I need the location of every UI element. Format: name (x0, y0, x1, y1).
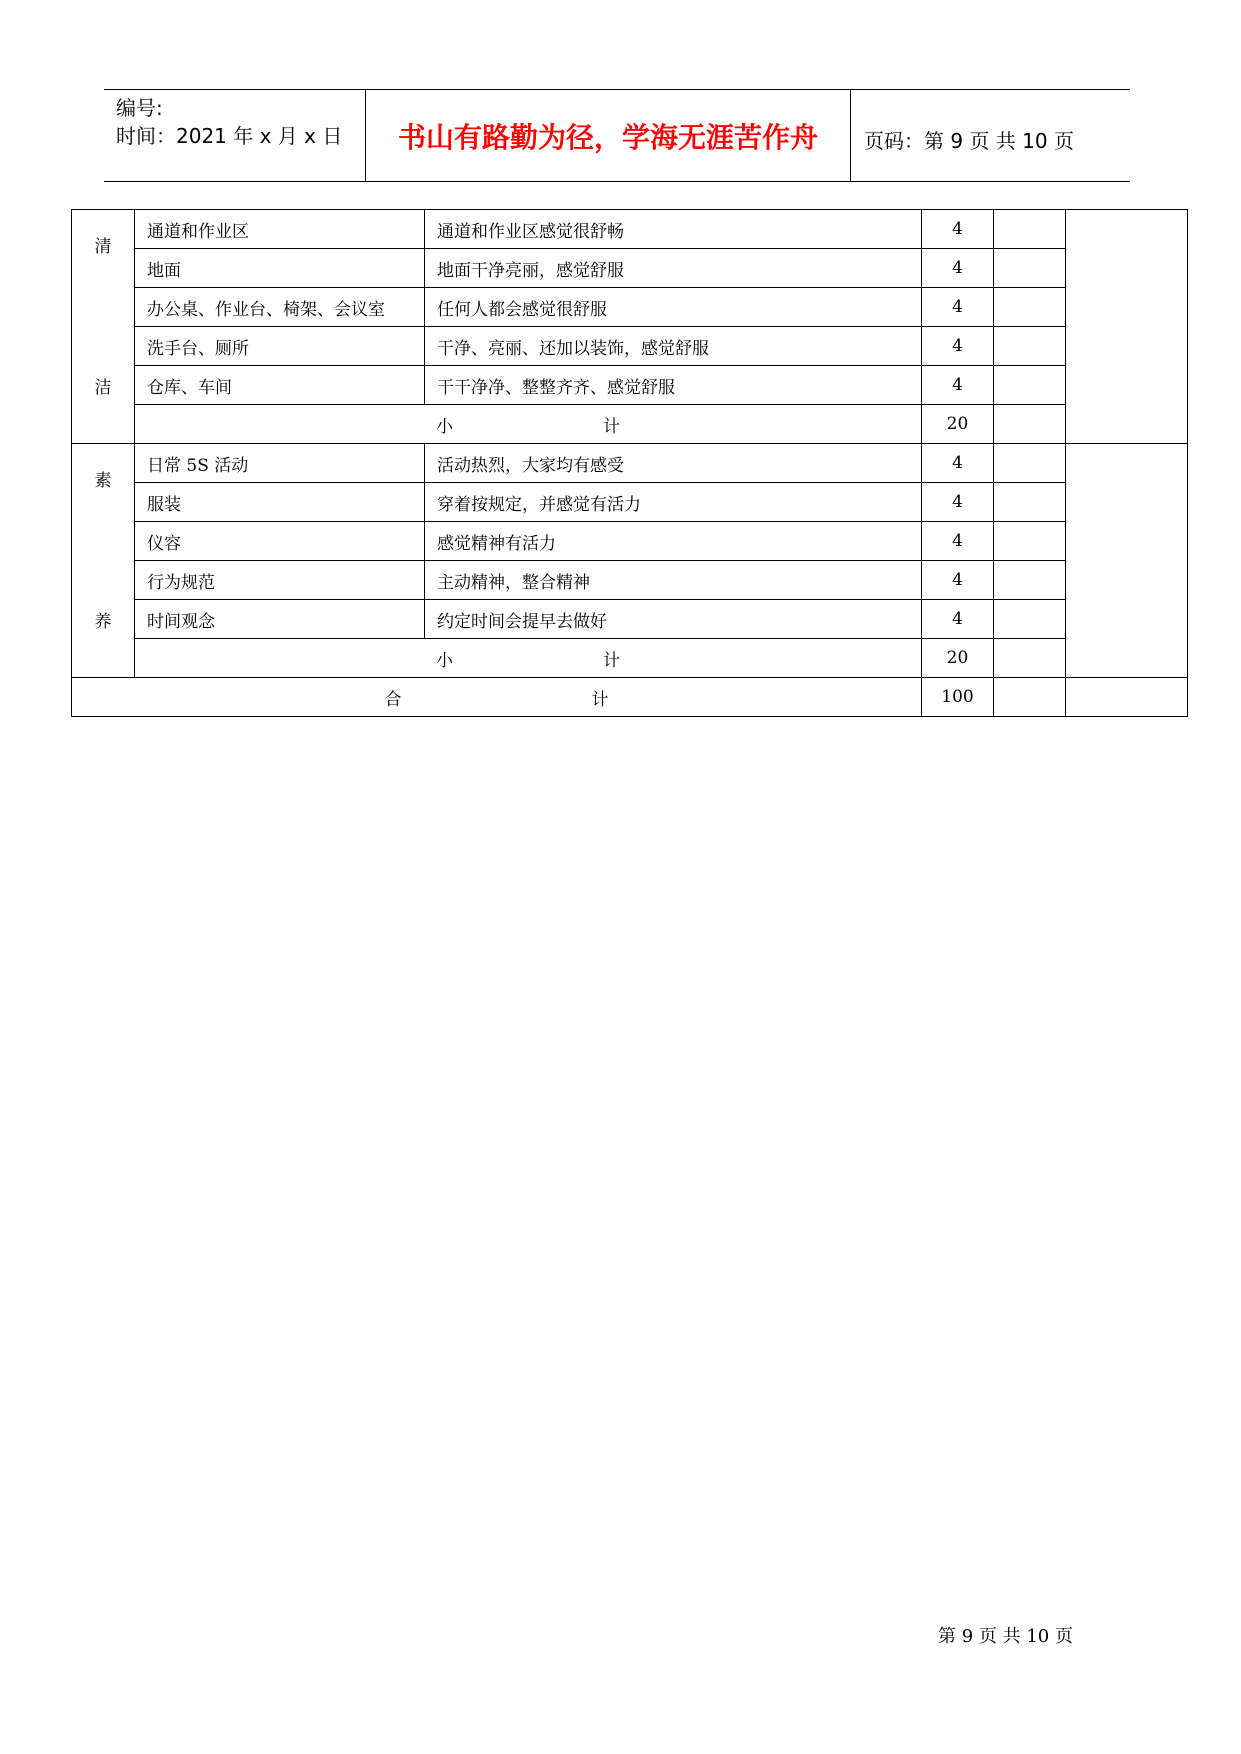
standard-cell: 主动精神，整合精神 (425, 561, 922, 600)
document-number-label: 编号: (116, 96, 163, 120)
table-row (72, 327, 1188, 366)
item-cell: 日常 5S 活动 (135, 444, 425, 483)
standard-cell: 约定时间会提早去做好 (425, 600, 922, 639)
standard-cell: 干净、亮丽、还加以装饰，感觉舒服 (425, 327, 922, 366)
table-row (72, 210, 1188, 249)
category-cell-cleaning (72, 210, 135, 444)
category-char-top: 素 (94, 470, 112, 491)
score-cell: 4 (922, 288, 994, 327)
subtotal-score-cell: 20 (922, 405, 994, 444)
subtotal-score-cell: 20 (922, 639, 994, 678)
category-char-top: 清 (94, 236, 112, 257)
item-cell: 地面 (135, 249, 425, 288)
standard-cell: 穿着按规定，并感觉有活力 (425, 483, 922, 522)
header-divider-right (850, 89, 851, 181)
blank-score-cell (994, 522, 1066, 561)
score-cell: 4 (922, 522, 994, 561)
item-cell: 行为规范 (135, 561, 425, 600)
blank-score-cell (994, 600, 1066, 639)
blank-score-cell (994, 561, 1066, 600)
category-char-bottom: 养 (94, 611, 112, 632)
subtotal-label-right: 计 (603, 416, 620, 437)
item-cell: 通道和作业区 (135, 210, 425, 249)
item-cell: 办公桌、作业台、椅架、会议室 (135, 288, 425, 327)
blank-score-cell (994, 366, 1066, 405)
standard-cell: 地面干净亮丽，感觉舒服 (425, 249, 922, 288)
total-label-right: 计 (591, 689, 609, 710)
subtotal-label-left: 小 (436, 416, 453, 437)
table-row (72, 366, 1188, 405)
standard-cell: 干干净净、整整齐齐、感觉舒服 (425, 366, 922, 405)
item-cell: 服装 (135, 483, 425, 522)
score-cell: 4 (922, 444, 994, 483)
total-row (72, 678, 1188, 717)
total-label-left: 合 (384, 689, 402, 710)
table-row (72, 249, 1188, 288)
header-bottom-rule (104, 181, 1130, 182)
blank-score-cell (994, 210, 1066, 249)
table-row (72, 483, 1188, 522)
table-row (72, 444, 1188, 483)
blank-score-cell (994, 483, 1066, 522)
remarks-cell (1066, 444, 1188, 678)
page-indicator: 页码：第 9 页 共 10 页 (864, 129, 1074, 153)
subtotal-label-left: 小 (436, 650, 453, 671)
remarks-cell (1066, 210, 1188, 444)
score-cell: 4 (922, 366, 994, 405)
blank-score-cell (994, 288, 1066, 327)
total-label-cell (72, 678, 922, 717)
score-cell: 4 (922, 483, 994, 522)
table-row (72, 288, 1188, 327)
blank-score-cell (994, 639, 1066, 678)
subtotal-label-cell (135, 405, 922, 444)
subtotal-label-cell (135, 639, 922, 678)
category-cell-discipline (72, 444, 135, 678)
score-cell: 4 (922, 249, 994, 288)
evaluation-table (71, 209, 1188, 717)
item-cell: 仪容 (135, 522, 425, 561)
standard-cell: 感觉精神有活力 (425, 522, 922, 561)
document-time-label: 时间：2021 年 x 月 x 日 (116, 124, 343, 148)
score-cell: 4 (922, 210, 994, 249)
category-char-bottom: 洁 (94, 377, 112, 398)
total-score-cell: 100 (922, 678, 994, 717)
subtotal-label-right: 计 (603, 650, 620, 671)
table-row (72, 561, 1188, 600)
blank-score-cell (994, 444, 1066, 483)
blank-score-cell (994, 678, 1066, 717)
item-cell: 时间观念 (135, 600, 425, 639)
score-cell: 4 (922, 327, 994, 366)
standard-cell: 任何人都会感觉很舒服 (425, 288, 922, 327)
remarks-cell (1066, 678, 1188, 717)
standard-cell: 活动热烈，大家均有感受 (425, 444, 922, 483)
item-cell: 洗手台、厕所 (135, 327, 425, 366)
blank-score-cell (994, 405, 1066, 444)
subtotal-row (72, 639, 1188, 678)
standard-cell: 通道和作业区感觉很舒畅 (425, 210, 922, 249)
blank-score-cell (994, 249, 1066, 288)
page-footer: 第 9 页 共 10 页 (938, 1626, 1073, 1647)
header-top-rule (104, 89, 1130, 90)
item-cell: 仓库、车间 (135, 366, 425, 405)
table-row (72, 600, 1188, 639)
subtotal-row (72, 405, 1188, 444)
table-row (72, 522, 1188, 561)
header-motto: 书山有路勤为径，学海无涯苦作舟 (397, 121, 818, 154)
score-cell: 4 (922, 600, 994, 639)
score-cell: 4 (922, 561, 994, 600)
blank-score-cell (994, 327, 1066, 366)
